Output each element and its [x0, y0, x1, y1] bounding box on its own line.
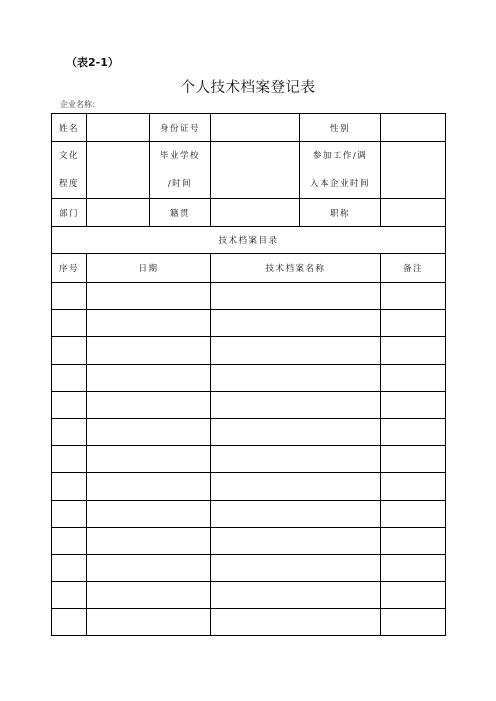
index-cell[interactable]: [52, 283, 87, 310]
id-number-label: 身份证号: [150, 114, 211, 142]
index-cell[interactable]: [52, 391, 87, 418]
name-value-field[interactable]: [87, 114, 150, 142]
table-row: [52, 337, 446, 364]
education-label: [52, 142, 87, 199]
column-header-index: 序号: [52, 254, 87, 283]
join-date-field[interactable]: [381, 142, 446, 199]
school-label: [150, 142, 211, 199]
table-row: [52, 500, 446, 527]
archive-name-cell[interactable]: [211, 337, 381, 364]
date-cell[interactable]: [87, 554, 211, 581]
archive-name-cell[interactable]: [211, 554, 381, 581]
date-cell[interactable]: [87, 473, 211, 500]
date-cell[interactable]: [87, 500, 211, 527]
remarks-cell[interactable]: [381, 337, 446, 364]
remarks-cell[interactable]: [381, 554, 446, 581]
registration-form-table: [51, 113, 446, 636]
archive-name-cell[interactable]: [211, 364, 381, 391]
date-cell[interactable]: [87, 582, 211, 609]
date-cell[interactable]: [87, 446, 211, 473]
date-cell[interactable]: [87, 527, 211, 554]
join-date-label-line-2: 入本企业时间: [309, 179, 370, 189]
remarks-cell[interactable]: [381, 582, 446, 609]
remarks-cell[interactable]: [381, 418, 446, 445]
archive-name-cell[interactable]: [211, 391, 381, 418]
index-cell[interactable]: [52, 582, 87, 609]
education-field[interactable]: [87, 142, 150, 199]
remarks-cell[interactable]: [381, 527, 446, 554]
native-place-label: 籍贯: [150, 199, 211, 227]
remarks-cell[interactable]: [381, 500, 446, 527]
date-cell[interactable]: [87, 283, 211, 310]
remarks-cell[interactable]: [381, 391, 446, 418]
archive-name-cell[interactable]: [211, 473, 381, 500]
remarks-cell[interactable]: [381, 473, 446, 500]
date-cell[interactable]: [87, 609, 211, 636]
index-cell[interactable]: [52, 418, 87, 445]
index-cell[interactable]: [52, 500, 87, 527]
catalog-heading: 技术档案目录: [52, 227, 446, 254]
join-date-label: [300, 142, 381, 199]
job-title-label: 职称: [300, 199, 381, 227]
index-cell[interactable]: [52, 364, 87, 391]
table-row: [52, 310, 446, 337]
archive-name-cell[interactable]: [211, 527, 381, 554]
catalog-rows: [52, 283, 446, 636]
department-label: 部门: [52, 199, 87, 227]
index-cell[interactable]: [52, 446, 87, 473]
department-field[interactable]: [87, 199, 150, 227]
education-label-line-1: 文化: [59, 151, 80, 161]
form-title: 个人技术档案登记表: [180, 80, 316, 96]
school-label-line-1: 毕业学校: [159, 151, 200, 161]
index-cell[interactable]: [52, 527, 87, 554]
company-name-label: 企业名称：: [60, 100, 100, 109]
table-row: [52, 473, 446, 500]
date-cell[interactable]: [87, 391, 211, 418]
column-header-archive-name: 技术档案名称: [211, 254, 381, 283]
index-cell[interactable]: [52, 473, 87, 500]
column-header-remarks: 备注: [381, 254, 446, 283]
table-caption: （表2-1）: [66, 56, 119, 69]
archive-name-cell[interactable]: [211, 582, 381, 609]
join-date-label-line-1: 参加工作/调: [312, 151, 368, 161]
index-cell[interactable]: [52, 554, 87, 581]
archive-name-cell[interactable]: [211, 310, 381, 337]
school-label-line-2: /时间: [167, 179, 193, 189]
table-row: [52, 554, 446, 581]
table-row: [52, 391, 446, 418]
table-row: [52, 446, 446, 473]
gender-field[interactable]: [381, 114, 446, 142]
remarks-cell[interactable]: [381, 609, 446, 636]
column-header-date: 日期: [87, 254, 211, 283]
table-row: [52, 418, 446, 445]
index-cell[interactable]: [52, 337, 87, 364]
school-field[interactable]: [211, 142, 300, 199]
table-row: [52, 582, 446, 609]
gender-label: 性别: [300, 114, 381, 142]
remarks-cell[interactable]: [381, 283, 446, 310]
remarks-cell[interactable]: [381, 364, 446, 391]
date-cell[interactable]: [87, 364, 211, 391]
name-label: 姓名: [52, 114, 87, 142]
remarks-cell[interactable]: [381, 310, 446, 337]
education-label-line-2: 程度: [59, 179, 80, 189]
archive-name-cell[interactable]: [211, 283, 381, 310]
date-cell[interactable]: [87, 310, 211, 337]
date-cell[interactable]: [87, 418, 211, 445]
native-place-field[interactable]: [211, 199, 300, 227]
date-cell[interactable]: [87, 337, 211, 364]
index-cell[interactable]: [52, 609, 87, 636]
table-row: [52, 283, 446, 310]
id-number-field[interactable]: [211, 114, 300, 142]
job-title-field[interactable]: [381, 199, 446, 227]
table-row: [52, 609, 446, 636]
remarks-cell[interactable]: [381, 446, 446, 473]
archive-name-cell[interactable]: [211, 609, 381, 636]
archive-name-cell[interactable]: [211, 500, 381, 527]
index-cell[interactable]: [52, 310, 87, 337]
table-row: [52, 527, 446, 554]
table-row: [52, 364, 446, 391]
archive-name-cell[interactable]: [211, 418, 381, 445]
archive-name-cell[interactable]: [211, 446, 381, 473]
